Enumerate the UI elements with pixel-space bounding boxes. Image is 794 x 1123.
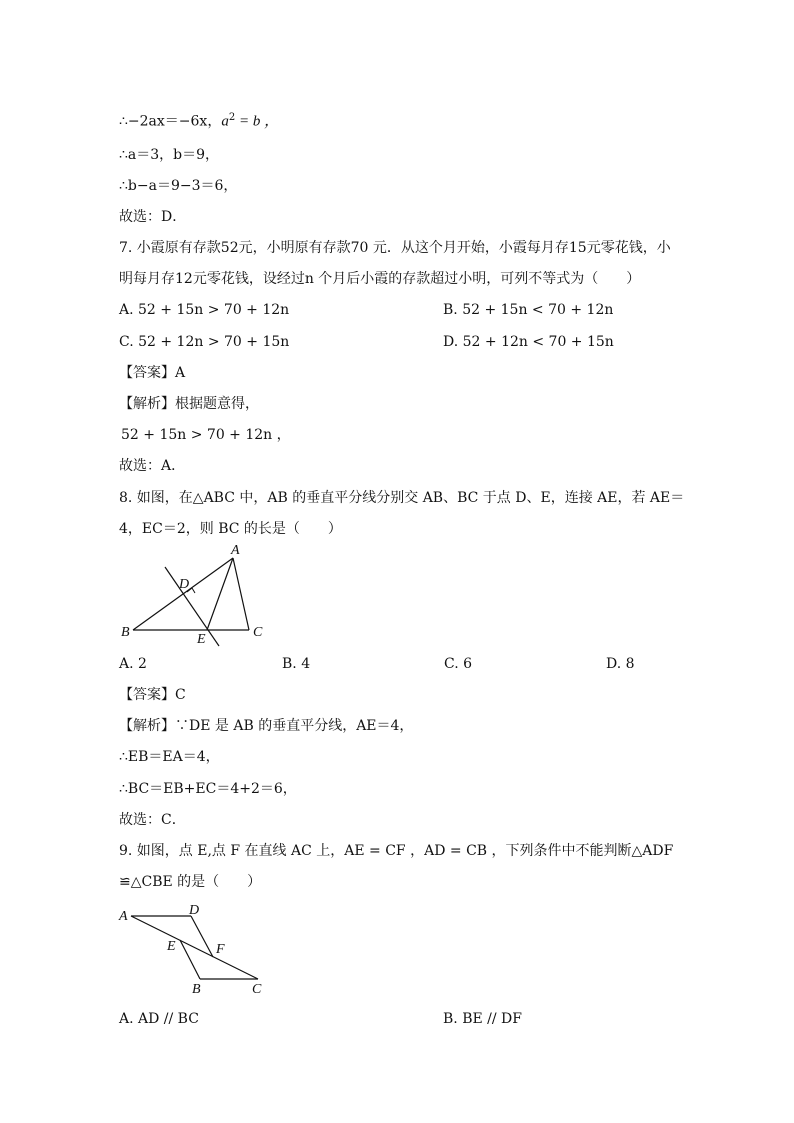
- label-a: A: [119, 909, 128, 924]
- q7-option-a: A. 52 + 15n > 70 + 12n: [119, 302, 290, 318]
- q7-stem-2: 明每月存12元零花钱，设经过n 个月后小霞的存款超过小明，可列不等式为（ ）: [119, 271, 641, 287]
- perpendicular-bisector: [165, 567, 219, 646]
- segment-ae: [207, 558, 233, 630]
- q9-stem-2: ≌△CBE 的是（ ）: [119, 874, 262, 890]
- q8-analysis: 【解析】∵DE 是 AB 的垂直平分线，AE＝4，: [119, 718, 414, 734]
- q9-option-b: B. BE // DF: [443, 1011, 522, 1027]
- label-b: B: [121, 625, 130, 640]
- var-a: a: [221, 113, 229, 130]
- label-d: D: [179, 577, 190, 592]
- q8-option-b: B. 4: [282, 656, 311, 672]
- q8-stem-2: 4，EC＝2，则 BC 的长是（ ）: [119, 521, 342, 537]
- q8-answer: 【答案】C: [119, 687, 186, 703]
- label-c: C: [253, 625, 263, 640]
- q7-step: 52 + 15n > 70 + 12n ，: [121, 427, 291, 443]
- label-e: E: [167, 939, 176, 954]
- q7-analysis: 【解析】根据题意得，: [119, 396, 259, 412]
- q8-conclusion: 故选：C．: [119, 812, 186, 828]
- label-a: A: [231, 543, 240, 558]
- segment-ac: [233, 558, 249, 630]
- label-f: F: [216, 942, 225, 957]
- line-3: ∴b−a＝9−3＝6，: [119, 178, 238, 194]
- label-e: E: [197, 632, 206, 647]
- q7-answer: 【答案】A: [119, 365, 186, 381]
- q7-option-b: B. 52 + 15n < 70 + 12n: [443, 302, 614, 318]
- q8-triangle-figure: [115, 540, 275, 650]
- q7-option-c: C. 52 + 12n > 70 + 15n: [119, 334, 290, 350]
- label-b: B: [192, 982, 201, 995]
- q9-stem-1: 9. 如图，点 E,点 F 在直线 AC 上，AE = CF ，AD = CB ，下列条件中不能判断△ADF: [119, 843, 674, 859]
- q8-option-c: C. 6: [444, 656, 473, 672]
- q8-option-d: D. 8: [606, 656, 635, 672]
- q9-quadrilateral-figure: [115, 900, 275, 995]
- q8-step-2: ∴BC＝EB+EC＝4+2＝6，: [119, 781, 297, 797]
- q7-conclusion: 故选：A．: [119, 458, 186, 474]
- label-d: D: [189, 903, 200, 918]
- equation-text: ∴−2ax＝−6x，: [119, 113, 222, 130]
- exponent: 2: [228, 112, 236, 123]
- q7-stem-1: 7. 小霞原有存款52元，小明原有存款70 元．从这个月开始，小霞每月存15元零花钱，小: [119, 240, 671, 256]
- label-c: C: [252, 982, 262, 995]
- line-2: ∴a＝3，b＝9，: [119, 147, 220, 163]
- q8-option-a: A. 2: [119, 656, 147, 672]
- equation-rest: = b ，: [235, 113, 280, 130]
- q8-stem-1: 8. 如图，在△ABC 中，AB 的垂直平分线分别交 AB、BC 于点 D、E，连接 AE，若 AE＝: [119, 490, 685, 506]
- q9-option-a: A. AD // BC: [119, 1011, 199, 1027]
- line-4: 故选：D．: [119, 209, 187, 225]
- q8-step-1: ∴EB＝EA＝4，: [119, 749, 220, 765]
- q7-option-d: D. 52 + 12n < 70 + 15n: [443, 334, 614, 350]
- line-1: [119, 108, 279, 132]
